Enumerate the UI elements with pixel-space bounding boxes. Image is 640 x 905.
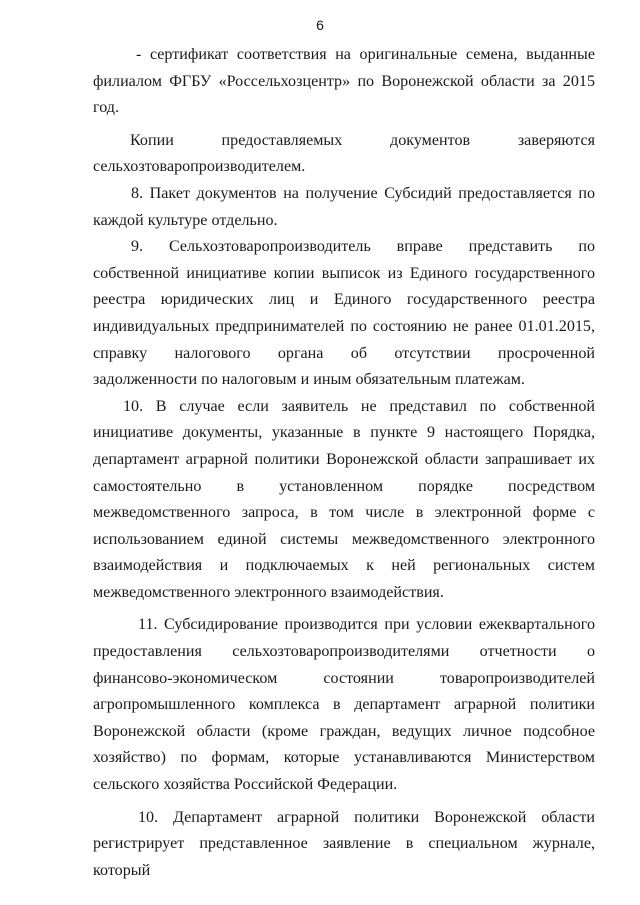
text-line: предоставления сельхозтоваропроизводителями отчетности о bbox=[93, 643, 595, 661]
text-line: 10. В случае если заявитель не представил по собственной bbox=[123, 397, 595, 415]
paragraph-copies bbox=[93, 128, 595, 181]
text-line: департамент аграрной политики Воронежской области запрашивает их bbox=[93, 450, 595, 468]
text-line: 11. Субсидирование производится при условии ежеквартального bbox=[138, 616, 595, 634]
text-line: справку налогового органа об отсутствии просроченной bbox=[93, 344, 595, 362]
text-line: агропромышленного комплекса в департамент аграрной политики bbox=[93, 696, 595, 714]
text-line: - сертификат соответствия на оригинальные семена, выданные bbox=[136, 46, 595, 63]
text-line: самостоятельно в установленном порядке посредством bbox=[93, 477, 595, 495]
text-line: каждой культуре отдельно. bbox=[93, 211, 278, 229]
paragraph-9 bbox=[93, 234, 595, 394]
text-line: индивидуальных предпринимателей по состоянию не ранее 01.01.2015, bbox=[93, 317, 595, 335]
document-body bbox=[93, 42, 595, 879]
text-line: межведомственного запроса, в том числе в электронной форме с bbox=[93, 504, 595, 522]
paragraph-10 bbox=[93, 394, 595, 607]
text-line: финансово-экономическом состоянии товаропроизводителей bbox=[93, 669, 595, 687]
text-line: 8. Пакет документов на получение Субсидий предоставляется по bbox=[131, 184, 595, 202]
paragraph-8 bbox=[93, 181, 595, 234]
text-line: филиалом ФГБУ «Россельхозцентр» по Воронежской области за 2015 bbox=[93, 72, 595, 90]
text-line: 10. Департамент аграрной политики Воронежской области bbox=[138, 808, 595, 826]
text-line: регистрирует представленное заявление в специальном журнале, который bbox=[93, 835, 595, 879]
text-line: задолженности по налоговым и иным обязательным платежам. bbox=[93, 371, 526, 389]
paragraph-10-registration bbox=[93, 805, 595, 879]
text-line: межведомственного электронного взаимодействия. bbox=[93, 583, 444, 601]
page-number: 6 bbox=[316, 17, 324, 33]
text-line: взаимодействия и подключаемых к ней региональных систем bbox=[93, 557, 595, 575]
text-line: сельского хозяйства Российской Федерации. bbox=[93, 776, 398, 794]
text-line: хозяйство) по формам, которые устанавливаются Министерством bbox=[93, 749, 595, 767]
text-line: Воронежской области (кроме граждан, ведущих личное подсобное bbox=[93, 722, 595, 740]
text-line: год. bbox=[93, 99, 119, 117]
paragraph-11 bbox=[93, 612, 595, 798]
text-line: реестра юридических лиц и Единого государственного реестра bbox=[93, 291, 595, 309]
text-line: 9. Сельхозтоваропроизводитель вправе представить по bbox=[131, 238, 595, 256]
text-line: использованием единой системы межведомственного электронного bbox=[93, 530, 595, 548]
text-line: сельхозтоваропроизводителем. bbox=[93, 158, 306, 176]
paragraph-certificate bbox=[93, 42, 595, 122]
text-line: собственной инициативе копии выписок из Единого государственного bbox=[93, 264, 595, 282]
text-line: Копии предоставляемых документов заверяются bbox=[130, 131, 595, 149]
text-line: инициативе документы, указанные в пункте 9 настоящего Порядка, bbox=[93, 424, 595, 442]
